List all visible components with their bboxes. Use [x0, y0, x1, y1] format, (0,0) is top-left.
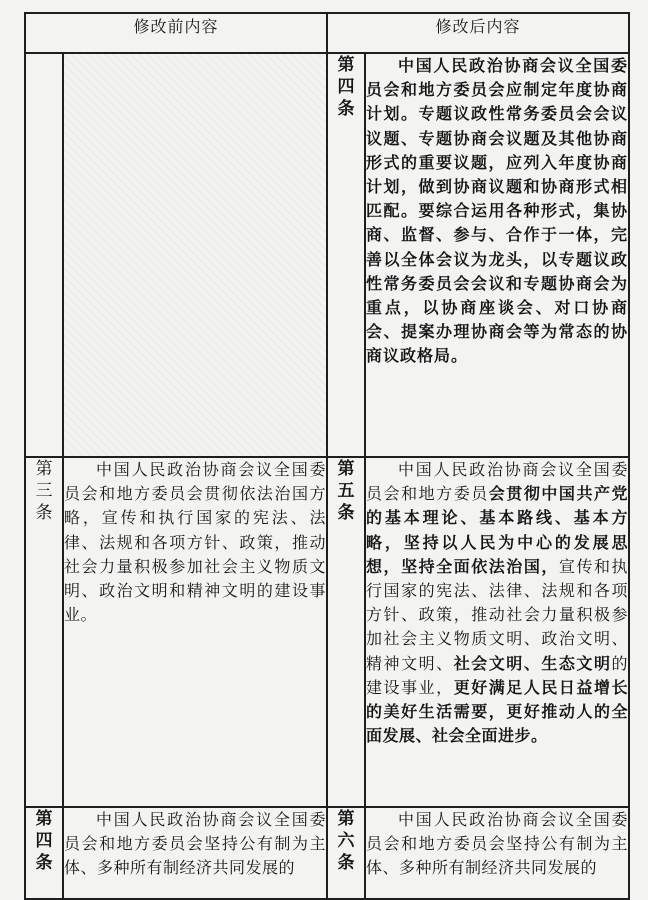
table-row: [25, 53, 629, 457]
text-segment: 宣传和执行国家的宪法、法律、法规和各项方针、政策，推动社会力量积极参加社会主义物质文明、政治文明、精神文明、: [366, 556, 629, 673]
before-article-text-cell: [63, 53, 327, 457]
header-before: 修改前内容: [25, 13, 327, 53]
text-segment: 中国人民政治协商会议全国委员会和地方委员: [366, 460, 629, 504]
after-article-label-cell: [327, 807, 365, 899]
header-after: 修改后内容: [327, 13, 629, 53]
table-row: [25, 457, 629, 807]
before-article-label-cell: [25, 457, 63, 807]
before-article-label: 第四条: [35, 809, 53, 873]
after-article-label: 第四条: [337, 55, 355, 119]
after-article-text: [366, 458, 628, 748]
before-article-label-cell: [25, 807, 63, 899]
comparison-table: [24, 12, 630, 900]
added-text-segment: 社会文明、生态文明: [453, 653, 612, 673]
added-text-segment: 会贯彻中国共产党的基本理论、基本路线、基本方略，坚持以人民为中心的发展思想，坚持全面依法治国，: [366, 484, 629, 576]
before-article-label-cell: [25, 53, 63, 457]
after-article-label-cell: [327, 53, 365, 457]
before-article-label: 第三条: [35, 459, 53, 523]
before-article-text: 中国人民政治协商会议全国委员会和地方委员会贯彻依法治国方略，宣传和执行国家的宪法、法律、法规和各项方针、政策，推动社会力量积极参加社会主义物质文明、政治文明和精神文明的建设事业。: [64, 460, 327, 625]
after-article-text: 中国人民政治协商会议全国委员会和地方委员会坚持公有制为主体、多种所有制经济共同发展的: [366, 810, 629, 878]
after-article-text-cell: [365, 53, 629, 457]
table-row: [25, 807, 629, 899]
after-article-text-cell: [365, 807, 629, 899]
text-segment: 的建设事业，: [366, 653, 629, 697]
before-article-text: 中国人民政治协商会议全国委员会和地方委员会坚持公有制为主体、多种所有制经济共同发展的: [64, 810, 327, 878]
added-text-segment: 更好满足人民日益增长的美好生活需要，更好推动人的全面发展、社会全面进步。: [366, 677, 629, 746]
after-article-text: 中国人民政治协商会议全国委员会和地方委员会应制定年度协商计划。专题议政性常务委员会会议议题、专题协商会议题及其他协商形式的重要议题，应列入年度协商计划，做到协商议题和协商形式相匹配。要综合运用各种形式，集协商、监督、参与、合作于一体，完善以全体会议为龙头，以专题议政性常务委员会会议和专题协商会为重点，以协商座谈会、对口协商会、提案办理协商会等为常态的协商议政格局。: [366, 56, 629, 366]
before-article-text-cell: [63, 807, 327, 899]
header-row: [25, 13, 629, 53]
after-article-label: 第五条: [337, 459, 355, 523]
before-article-text-cell: [63, 457, 327, 807]
after-article-text-cell: [365, 457, 629, 807]
after-article-label-cell: [327, 457, 365, 807]
after-article-label: 第六条: [337, 809, 355, 873]
